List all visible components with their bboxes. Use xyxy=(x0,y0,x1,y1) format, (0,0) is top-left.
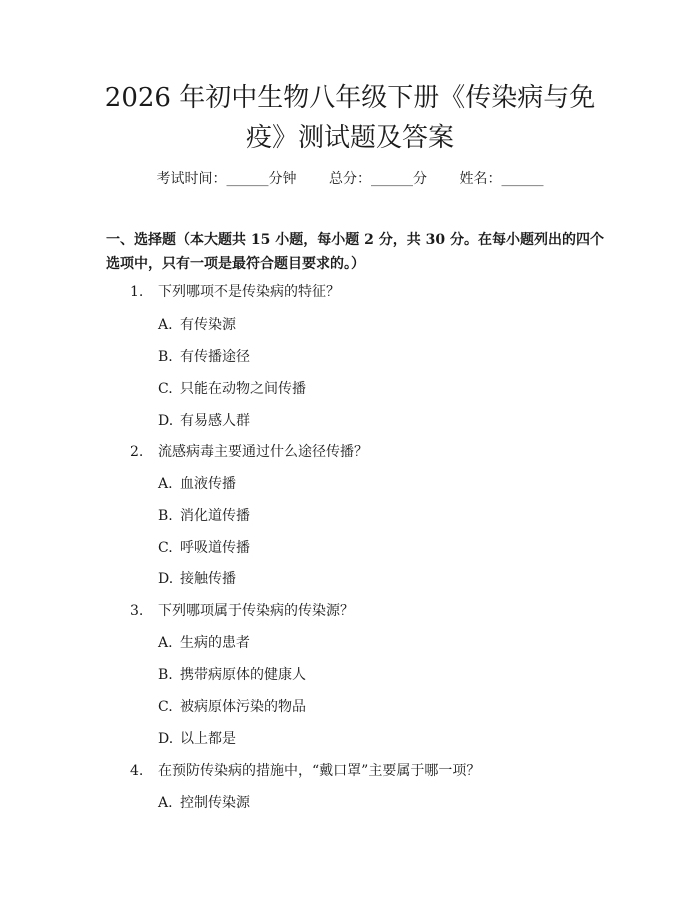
question-text: 下列哪项不是传染病的特征？ xyxy=(158,284,340,300)
option-text: 有传染源 xyxy=(180,317,236,333)
option-letter: B. xyxy=(158,508,173,524)
option-text: 呼吸道传播 xyxy=(180,540,250,556)
question-4-option-a xyxy=(158,792,250,812)
question-number: 1. xyxy=(130,284,144,300)
option-letter: C. xyxy=(158,699,173,715)
question-2-option-a xyxy=(158,473,236,493)
question-2-option-c xyxy=(158,537,250,557)
option-text: 携带病原体的健康人 xyxy=(180,667,306,683)
document-title: 2026 年初中生物八年级下册《传染病与免疫》测试题及答案 xyxy=(104,83,596,153)
question-text: 下列哪项属于传染病的传染源？ xyxy=(158,603,354,619)
option-text: 被病原体污染的物品 xyxy=(180,699,306,715)
option-letter: C. xyxy=(158,381,173,397)
option-letter: C. xyxy=(158,540,173,556)
option-letter: B. xyxy=(158,349,173,365)
question-1-option-c xyxy=(158,378,306,398)
question-number: 2. xyxy=(130,444,144,460)
total-score-blank: ______ xyxy=(371,171,413,187)
section-heading: 一、选择题（本大题共 15 小题，每小题 2 分，共 30 分。在每小题列出的四个选项中，只有一项是最符合题目要求的。） xyxy=(106,232,604,272)
question-3-option-a xyxy=(158,632,250,652)
question-3-option-c xyxy=(158,696,306,716)
question-1-option-a xyxy=(158,314,236,334)
question-1-option-b xyxy=(158,346,250,366)
question-3 xyxy=(130,600,354,620)
option-text: 接触传播 xyxy=(180,571,236,587)
exam-time-blank: ______ xyxy=(226,171,269,187)
option-letter: A. xyxy=(158,795,173,811)
option-text: 有易感人群 xyxy=(180,413,250,429)
total-score-label: 总分： xyxy=(329,171,371,187)
question-2-option-b xyxy=(158,505,250,525)
option-text: 只能在动物之间传播 xyxy=(180,381,306,397)
student-name-group xyxy=(459,171,543,187)
total-score-unit: 分 xyxy=(413,171,427,187)
question-4 xyxy=(130,760,480,780)
question-2 xyxy=(130,441,368,461)
question-text: 在预防传染病的措施中，“戴口罩”主要属于哪一项？ xyxy=(158,763,481,779)
question-3-option-b xyxy=(158,664,306,684)
question-1-option-d xyxy=(158,410,250,430)
option-letter: A. xyxy=(158,317,173,333)
question-text: 流感病毒主要通过什么途径传播？ xyxy=(158,444,368,460)
question-number: 4. xyxy=(130,763,144,779)
exam-time-group xyxy=(157,171,297,187)
option-text: 有传播途径 xyxy=(180,349,250,365)
option-text: 消化道传播 xyxy=(180,508,250,524)
total-score-group xyxy=(329,171,427,187)
student-name-label: 姓名： xyxy=(459,171,502,187)
exam-info-line xyxy=(0,168,700,188)
question-3-option-d xyxy=(158,728,236,748)
question-1 xyxy=(130,281,340,301)
option-text: 以上都是 xyxy=(180,731,236,747)
student-name-blank: ______ xyxy=(501,171,544,187)
option-letter: A. xyxy=(158,476,173,492)
option-text: 控制传染源 xyxy=(180,795,250,811)
exam-time-label: 考试时间： xyxy=(156,171,227,187)
option-letter: A. xyxy=(158,635,173,651)
question-number: 3. xyxy=(130,603,144,619)
question-2-option-d xyxy=(158,568,236,588)
option-letter: B. xyxy=(158,667,173,683)
option-text: 血液传播 xyxy=(180,476,236,492)
exam-time-unit: 分钟 xyxy=(268,171,297,187)
option-letter: D. xyxy=(158,571,174,587)
option-letter: D. xyxy=(158,731,174,747)
option-letter: D. xyxy=(158,413,174,429)
option-text: 生病的患者 xyxy=(180,635,250,651)
